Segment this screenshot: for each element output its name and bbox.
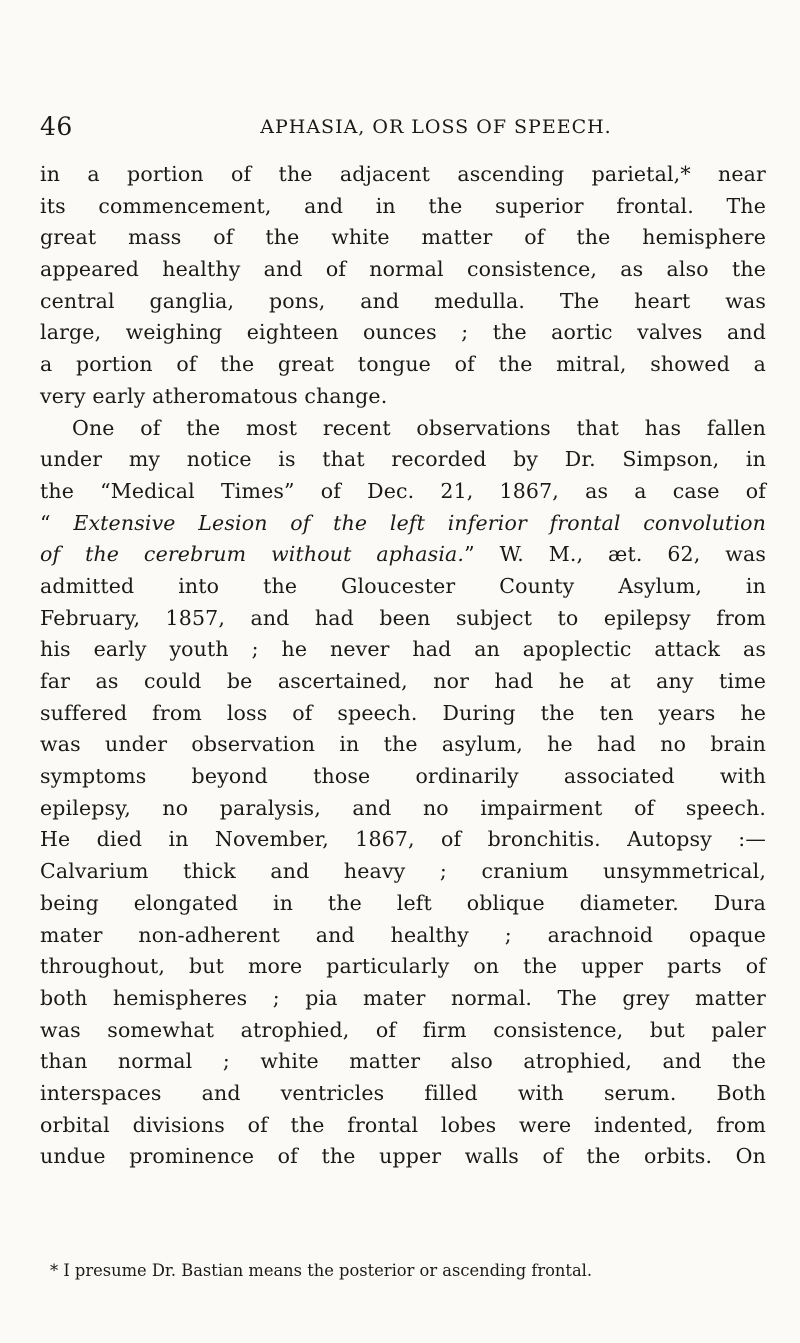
case-title-italic-end: without aphasia. [271,542,465,567]
text-line: under my notice is that recorded by Dr. Simpson, in [40,447,766,472]
text-line-italic [40,508,766,540]
footnote: * I presume Dr. Bastian means the posterior or ascending frontal. [50,1261,593,1280]
text-line: his early youth ; he never had an apoplectic attack as [40,637,766,662]
text-line: the “Medical Times” of Dec. 21, 1867, as a case of [40,478,766,503]
text-line: both hemispheres ; pia mater normal. The grey matter [40,985,766,1010]
text-line: appeared healthy and of normal consistence, as also the [40,257,766,282]
text-line-italic [40,539,766,571]
text-line: very early atheromatous change. [40,383,388,408]
text-line: February, 1857, and had been subject to epilepsy from [40,605,766,630]
text-line: Calvarium thick and heavy ; cranium unsymmetrical, [40,859,766,884]
paragraph-start-line: One of the most recent observations that has fallen [72,415,766,440]
text-line: interspaces and ventricles filled with serum. Both [40,1080,766,1105]
case-title-tail: ” W. M., æt. 62, was [464,542,766,567]
text-line: was under observation in the asylum, he had no brain [40,732,766,757]
text-line: orbital divisions of the frontal lobes were indented, from [40,1112,766,1137]
text-line: mater non-adherent and healthy ; arachnoid opaque [40,922,766,947]
running-head: APHASIA, OR LOSS OF SPEECH. [260,116,612,138]
text-line: undue prominence of the upper walls of the orbits. On [40,1144,766,1169]
page-number: 46 [40,112,73,141]
text-line: large, weighing eighteen ounces ; the aortic valves and [40,320,766,345]
case-title-italic: Extensive Lesion of the left inferior frontal convolution [73,510,766,535]
text-line: central ganglia, pons, and medulla. The heart was [40,288,766,313]
text-line: epilepsy, no paralysis, and no impairment of speech. [40,795,766,820]
text-line: admitted into the Gloucester County Asylum, in [40,573,766,598]
page-header [40,112,780,142]
text-line: was somewhat atrophied, of firm consistence, but paler [40,1017,766,1042]
text-line: far as could be ascertained, nor had he at any time [40,669,766,693]
open-quote: “ [40,510,74,535]
text-line: suffered from loss of speech. During the ten years he [40,700,766,725]
text-line: in a portion of the adjacent ascending parietal,* near [40,162,766,186]
text-line: its commencement, and in the superior frontal. The [40,193,766,218]
text-line: great mass of the white matter of the hemisphere [40,225,766,250]
text-line: throughout, but more particularly on the upper parts of [40,954,766,979]
text-line: He died in November, 1867, of bronchitis. Autopsy :— [40,827,766,852]
text-line: than normal ; white matter also atrophied, and the [40,1049,766,1074]
text-line: symptoms beyond those ordinarily associated with [40,764,766,789]
case-title-italic-cont: of the cerebrum [40,542,247,567]
text-line: being elongated in the left oblique diameter. Dura [40,890,766,915]
body-text [40,159,766,1173]
text-line: a portion of the great tongue of the mitral, showed a [40,352,766,377]
